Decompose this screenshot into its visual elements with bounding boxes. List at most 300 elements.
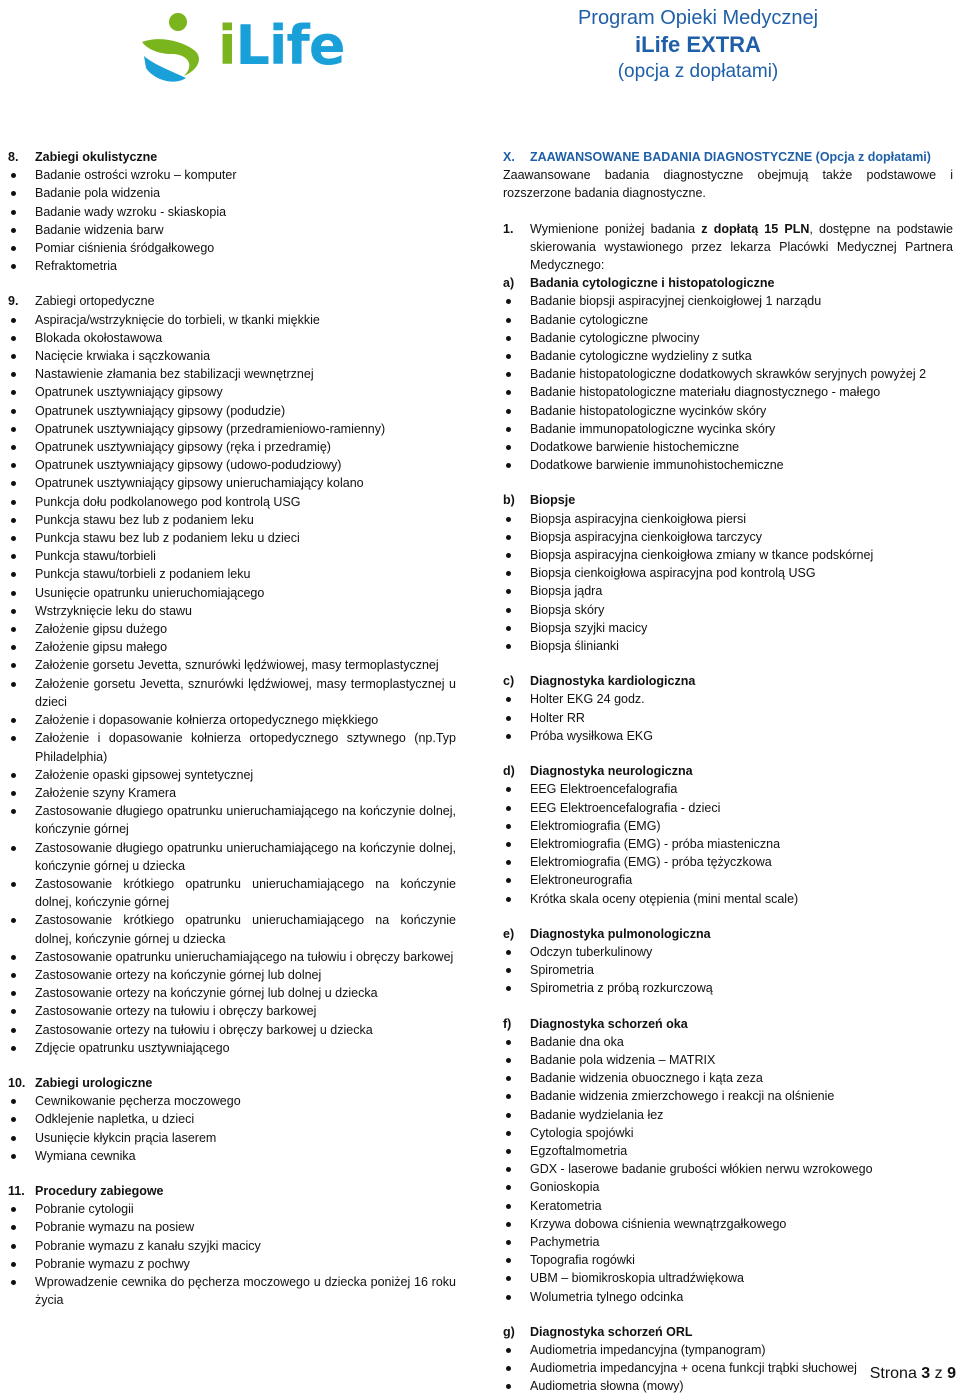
list-item xyxy=(503,1215,953,1233)
program-line2: iLife EXTRA xyxy=(635,32,761,57)
list-item-text: Elektroneurografia xyxy=(530,873,633,888)
program-line3: (opcja z dopłatami) xyxy=(617,61,779,82)
left-column xyxy=(8,148,456,1309)
list-item xyxy=(8,948,456,966)
page-footer: Strona 3 z 9 xyxy=(869,1365,956,1382)
list-item-text: Założenie i dopasowanie kołnierza ortopedycznego sztywnego (np.Typ Philadelphia) xyxy=(35,731,456,764)
list-item xyxy=(503,1051,953,1069)
list-item-text: Badanie ostrości wzroku – komputer xyxy=(35,168,237,183)
list-item-text: Próba wysiłkowa EKG xyxy=(530,728,653,743)
group-letter: d) xyxy=(503,764,515,779)
section-number: X. xyxy=(503,150,515,164)
right-column xyxy=(503,148,953,1396)
list-item-text: Biopsja aspiracyjna cienkoigłowa piersi xyxy=(530,511,747,526)
list-item-text: Zastosowanie krótkiego opatrunku unieruchamiającego na kończynie dolnej, kończynie górnej u dziecka xyxy=(35,913,456,946)
list-item xyxy=(503,564,953,582)
list-item-text: Opatrunek usztywniający gipsowy (ręka i przedramię) xyxy=(35,440,331,455)
list-item xyxy=(8,839,456,875)
bullet-icon xyxy=(8,602,35,620)
group-letter: f) xyxy=(503,1016,512,1031)
section-heading xyxy=(8,1074,456,1092)
bullet-icon xyxy=(8,911,35,947)
list-item xyxy=(503,871,953,889)
bullet-icon xyxy=(8,1255,35,1273)
bullet-icon xyxy=(8,221,35,239)
bullet-icon xyxy=(503,619,530,637)
list-item-text: Zastosowanie ortezy na kończynie górnej lub dolnej u dziecka xyxy=(35,986,378,1001)
list-item-text: Badanie wydzielania łez xyxy=(530,1107,664,1122)
bullet-icon xyxy=(8,257,35,275)
list-item-text: Punkcja stawu/torbieli xyxy=(35,549,156,564)
list-item-text: Biopsja szyjki macicy xyxy=(530,620,648,635)
bullet-icon xyxy=(8,311,35,329)
bullet-icon xyxy=(503,1160,530,1178)
list-item xyxy=(8,547,456,565)
list-item xyxy=(8,365,456,383)
list-item xyxy=(8,875,456,911)
bullet-icon xyxy=(8,1110,35,1128)
list-item-text: Założenie gorsetu Jevetta, sznurówki lędźwiowej, masy termoplastycznej xyxy=(35,658,439,673)
list-item xyxy=(8,966,456,984)
list-item-text: Badanie widzenia obuocznego i kąta zeza xyxy=(530,1071,763,1086)
bullet-icon xyxy=(503,510,530,528)
list-item-text: Audiometria słowna (mowy) xyxy=(530,1379,684,1394)
bullet-icon xyxy=(503,835,530,853)
list-item xyxy=(8,1273,456,1309)
list-item xyxy=(8,675,456,711)
bullet-icon xyxy=(8,438,35,456)
list-item-text: Odklejenie napletka, u dzieci xyxy=(35,1112,195,1127)
list-item-text: Elektromiografia (EMG) xyxy=(530,818,661,833)
list-item-text: Audiometria impedancyjna + ocena funkcji trąbki słuchowej xyxy=(530,1361,857,1376)
list-item xyxy=(8,1237,456,1255)
program-line1: Program Opieki Medycznej xyxy=(577,7,819,29)
list-item xyxy=(8,529,456,547)
list-item xyxy=(503,780,953,798)
bullet-icon xyxy=(503,1142,530,1160)
program-header xyxy=(548,6,848,84)
bullet-icon xyxy=(503,1215,530,1233)
list-item xyxy=(8,1218,456,1236)
bullet-icon xyxy=(8,802,35,838)
list-item xyxy=(503,365,953,383)
list-item xyxy=(503,1142,953,1160)
group-title: Diagnostyka schorzeń ORL xyxy=(530,1324,693,1339)
list-item xyxy=(8,493,456,511)
list-item xyxy=(8,729,456,765)
list-item xyxy=(503,853,953,871)
section-x-description: Zaawansowane badania diagnostyczne obejmują także podstawowe i rozszerzone badania diagnostyczne. xyxy=(503,168,953,201)
group-title: Biopsje xyxy=(530,493,576,508)
list-item-text: Pomiar ciśnienia śródgałkowego xyxy=(35,241,215,256)
list-item-text: Zastosowanie ortezy na tułowiu i obręczy barkowej u dziecka xyxy=(35,1022,373,1037)
group-list xyxy=(503,292,953,474)
list-item xyxy=(503,546,953,564)
bullet-icon xyxy=(8,420,35,438)
list-item-text: Dodatkowe barwienie immunohistochemiczne xyxy=(530,458,784,473)
bullet-icon xyxy=(8,784,35,802)
bullet-icon xyxy=(503,817,530,835)
list-item-text: Biopsja cienkoigłowa aspiracyjna pod kontrolą USG xyxy=(530,566,816,581)
list-item-text: Biopsja ślinianki xyxy=(530,639,619,654)
list-item xyxy=(8,347,456,365)
list-item-text: Badanie cytologiczne plwociny xyxy=(530,330,700,345)
list-item xyxy=(503,1197,953,1215)
logo-life: Life xyxy=(235,14,345,77)
bullet-icon xyxy=(503,601,530,619)
bullet-icon xyxy=(503,1124,530,1142)
list-item xyxy=(8,221,456,239)
group-letter: g) xyxy=(503,1324,515,1339)
list-item xyxy=(8,474,456,492)
section-heading xyxy=(8,292,456,310)
bullet-icon xyxy=(503,1341,530,1359)
bullet-icon xyxy=(503,690,530,708)
bullet-icon xyxy=(503,420,530,438)
list-item-text: Spirometria z próbą rozkurczową xyxy=(530,981,713,996)
list-item-text: Założenie szyny Kramera xyxy=(35,785,177,800)
bullet-icon xyxy=(503,1087,530,1105)
list-item xyxy=(8,203,456,221)
list-item-text: Nastawienie złamania bez stabilizacji wewnętrznej xyxy=(35,367,314,382)
bullet-icon xyxy=(8,638,35,656)
list-item-text: Zastosowanie krótkiego opatrunku unieruchamiającego na kończynie dolnej, kończynie górnej xyxy=(35,876,456,910)
bullet-icon xyxy=(8,493,35,511)
list-item-text: Badanie immunopatologiczne wycinka skóry xyxy=(530,421,776,436)
bullet-icon xyxy=(503,564,530,582)
list-item-text: UBM – biomikroskopia ultradźwiękowa xyxy=(530,1271,744,1286)
list-item-text: Holter EKG 24 godz. xyxy=(530,692,645,707)
list-item xyxy=(8,166,456,184)
section-number: 8. xyxy=(8,150,19,164)
bullet-icon xyxy=(8,766,35,784)
group-heading xyxy=(503,672,953,690)
group-heading xyxy=(503,1015,953,1033)
group-heading xyxy=(503,274,953,292)
bullet-icon xyxy=(503,890,530,908)
list-item-text: Punkcja stawu bez lub z podaniem leku xyxy=(35,512,254,527)
group-list xyxy=(503,780,953,907)
bullet-icon xyxy=(503,311,530,329)
list-item xyxy=(8,565,456,583)
group-list xyxy=(503,1033,953,1306)
group-title: Diagnostyka neurologiczna xyxy=(530,764,693,779)
bullet-icon xyxy=(8,1147,35,1165)
list-item xyxy=(8,620,456,638)
list-item-text: Zastosowanie ortezy na kończynie górnej lub dolnej xyxy=(35,967,322,982)
bullet-icon xyxy=(503,456,530,474)
section-heading xyxy=(8,1182,456,1200)
list-item-text: Topografia rogówki xyxy=(530,1253,635,1268)
list-item-text: GDX - laserowe badanie grubości włókien nerwu wzrokowego xyxy=(530,1162,873,1177)
list-item-text: Punkcja stawu bez lub z podaniem leku u dzieci xyxy=(35,531,300,546)
bullet-icon xyxy=(8,166,35,184)
list-item-text: Założenie gorsetu Jevetta, sznurówki lędźwiowej, masy termoplastycznej u dzieci xyxy=(35,676,456,709)
bullet-icon xyxy=(8,675,35,711)
bullet-icon xyxy=(503,292,530,310)
group-letter: b) xyxy=(503,493,515,508)
bullet-icon xyxy=(503,943,530,961)
list-item-text: Zastosowanie ortezy na tułowiu i obręczy barkowej xyxy=(35,1004,317,1019)
list-item xyxy=(503,383,953,401)
list-item-text: Badanie histopatologiczne materiału diagnostycznego - małego xyxy=(530,385,881,400)
list-item-text: Badanie cytologiczne xyxy=(530,312,649,327)
page-number: 3 xyxy=(921,1365,931,1382)
bullet-icon xyxy=(503,1178,530,1196)
section-list xyxy=(8,311,456,1057)
bullet-icon xyxy=(503,546,530,564)
list-item xyxy=(503,1341,953,1359)
list-item-text: Usunięcie opatrunku unieruchomiającego xyxy=(35,585,265,600)
list-item xyxy=(503,890,953,908)
list-item-text: Elektromiografia (EMG) - próba tężyczkowa xyxy=(530,855,772,870)
bullet-icon xyxy=(503,1197,530,1215)
list-item-text: Krzywa dobowa ciśnienia wewnątrzgałkowego xyxy=(530,1216,787,1231)
bullet-icon xyxy=(503,365,530,383)
list-item-text: Zdjęcie opatrunku usztywniającego xyxy=(35,1040,230,1055)
list-item xyxy=(8,184,456,202)
list-item-text: Badanie histopatologiczne wycinków skóry xyxy=(530,403,767,418)
list-item-text: Dodatkowe barwienie histochemiczne xyxy=(530,440,740,455)
list-item xyxy=(8,766,456,784)
section-title: Procedury zabiegowe xyxy=(35,1183,164,1198)
list-item xyxy=(8,1021,456,1039)
section-list xyxy=(8,166,456,275)
bullet-icon xyxy=(8,1002,35,1020)
paragraph-text: Wymienione poniżej badania xyxy=(530,221,702,236)
bullet-icon xyxy=(503,727,530,745)
list-item xyxy=(503,1178,953,1196)
list-item xyxy=(503,1124,953,1142)
list-item-text: Wprowadzenie cewnika do pęcherza moczowego u dziecka poniżej 16 roku życia xyxy=(35,1274,456,1308)
bullet-icon xyxy=(8,329,35,347)
list-item-text: Założenie i dopasowanie kołnierza ortopedycznego miękkiego xyxy=(35,713,379,728)
list-item-text: Nacięcie krwiaka i sączkowania xyxy=(35,349,211,364)
list-item-text: Zastosowanie długiego opatrunku unieruchamiającego na kończynie dolnej, kończynie górnej u dziecka xyxy=(35,840,456,873)
bullet-icon xyxy=(503,383,530,401)
list-item xyxy=(503,727,953,745)
list-item xyxy=(8,602,456,620)
bullet-icon xyxy=(503,1288,530,1306)
bullet-icon xyxy=(503,853,530,871)
bullet-icon xyxy=(8,875,35,911)
list-item-text: Usunięcie kłykcin prącia laserem xyxy=(35,1130,217,1145)
section-x-heading xyxy=(503,148,953,166)
list-item-text: Badanie biopsji aspiracyjnej cienkoigłowej 1 narządu xyxy=(530,294,822,309)
list-item-text: Założenie opaski gipsowej syntetycznej xyxy=(35,767,254,782)
section-list xyxy=(8,1092,456,1165)
list-item xyxy=(503,1087,953,1105)
list-item-text: Założenie gipsu dużego xyxy=(35,622,168,637)
section-title: Zabiegi ortopedyczne xyxy=(35,294,155,309)
list-item-text: Biopsja skóry xyxy=(530,602,605,617)
bullet-icon xyxy=(8,1237,35,1255)
list-item xyxy=(8,584,456,602)
list-item xyxy=(503,817,953,835)
list-item-text: Badanie widzenia zmierzchowego i reakcji na olśnienie xyxy=(530,1089,835,1104)
list-item-text: Egzoftalmometria xyxy=(530,1143,628,1158)
list-item-text: Badanie pola widzenia xyxy=(35,186,161,201)
list-item-text: Blokada okołostawowa xyxy=(35,330,163,345)
list-item-text: Pobranie wymazu na posiew xyxy=(35,1220,195,1235)
bullet-icon xyxy=(8,1218,35,1236)
list-item-text: Aspiracja/wstrzyknięcie do torbieli, w tkanki miękkie xyxy=(35,312,320,327)
list-item xyxy=(8,911,456,947)
list-item xyxy=(503,311,953,329)
section-heading xyxy=(8,148,456,166)
list-item xyxy=(8,456,456,474)
list-item-text: Opatrunek usztywniający gipsowy (podudzie) xyxy=(35,403,286,418)
list-item xyxy=(503,709,953,727)
bullet-icon xyxy=(8,239,35,257)
bullet-icon xyxy=(8,529,35,547)
list-item-text: Cytologia spojówki xyxy=(530,1125,634,1140)
bullet-icon xyxy=(8,547,35,565)
list-item-text: Holter RR xyxy=(530,710,585,725)
bullet-icon xyxy=(8,203,35,221)
list-item xyxy=(503,292,953,310)
bullet-icon xyxy=(8,1129,35,1147)
list-item-text: Odczyn tuberkulinowy xyxy=(530,944,653,959)
group-heading xyxy=(503,491,953,509)
bullet-icon xyxy=(8,347,35,365)
list-item-text: Badanie cytologiczne wydzieliny z sutka xyxy=(530,349,752,364)
list-item-text: Badanie dna oka xyxy=(530,1034,624,1049)
list-item xyxy=(503,835,953,853)
list-item-text: Badanie widzenia barw xyxy=(35,222,164,237)
section-number: 9. xyxy=(8,294,19,309)
section-title: ZAAWANSOWANE BADANIA DIAGNOSTYCZNE (Opcja z dopłatami) xyxy=(530,150,931,164)
section-number: 10. xyxy=(8,1075,26,1090)
list-item-text: Biopsja jądra xyxy=(530,584,603,599)
bullet-icon xyxy=(503,1069,530,1087)
list-item xyxy=(8,511,456,529)
bullet-icon xyxy=(8,711,35,729)
list-item xyxy=(503,1160,953,1178)
bullet-icon xyxy=(503,871,530,889)
bullet-icon xyxy=(8,839,35,875)
list-item xyxy=(503,619,953,637)
paragraph-bold: z dopłatą 15 PLN xyxy=(701,221,810,236)
group-letter: e) xyxy=(503,926,515,941)
list-item xyxy=(503,799,953,817)
list-item xyxy=(503,420,953,438)
bullet-icon xyxy=(8,1021,35,1039)
bullet-icon xyxy=(503,528,530,546)
list-item-text: Wstrzyknięcie leku do stawu xyxy=(35,603,193,618)
bullet-icon xyxy=(503,438,530,456)
list-item-text: Elektromiografia (EMG) - próba miasteniczna xyxy=(530,836,781,851)
list-item xyxy=(503,690,953,708)
list-item xyxy=(8,1039,456,1057)
list-item-text: Punkcja stawu/torbieli z podaniem leku xyxy=(35,567,251,582)
diagnostic-groups xyxy=(503,274,953,1395)
list-item-text: Opatrunek usztywniający gipsowy unieruchamiający kolano xyxy=(35,476,364,491)
list-item xyxy=(8,638,456,656)
bullet-icon xyxy=(503,709,530,727)
list-item xyxy=(8,1200,456,1218)
list-item-text: EEG Elektroencefalografia - dzieci xyxy=(530,800,721,815)
list-item xyxy=(503,1033,953,1051)
bullet-icon xyxy=(8,511,35,529)
group-list xyxy=(503,690,953,745)
bullet-icon xyxy=(8,383,35,401)
bullet-icon xyxy=(503,1051,530,1069)
list-item xyxy=(503,528,953,546)
list-item xyxy=(8,1255,456,1273)
section-title: Zabiegi urologiczne xyxy=(35,1075,153,1090)
bullet-icon xyxy=(503,637,530,655)
bullet-icon xyxy=(503,582,530,600)
list-item xyxy=(8,438,456,456)
list-item xyxy=(8,311,456,329)
bullet-icon xyxy=(8,365,35,383)
list-item xyxy=(8,784,456,802)
list-item-text: EEG Elektroencefalografia xyxy=(530,782,678,797)
list-item-text: Wymiana cewnika xyxy=(35,1148,136,1163)
bullet-icon xyxy=(503,1269,530,1287)
bullet-icon xyxy=(503,1251,530,1269)
bullet-icon xyxy=(8,729,35,765)
list-item-text: Pobranie wymazu z kanału szyjki macicy xyxy=(35,1238,261,1253)
bullet-icon xyxy=(503,329,530,347)
group-list xyxy=(503,510,953,656)
list-item-text: Pobranie wymazu z pochwy xyxy=(35,1256,190,1271)
list-item xyxy=(503,637,953,655)
list-item xyxy=(503,1269,953,1287)
list-item xyxy=(8,711,456,729)
list-item xyxy=(8,656,456,674)
bullet-icon xyxy=(8,1039,35,1057)
list-item xyxy=(8,1002,456,1020)
bullet-icon xyxy=(8,565,35,583)
group-heading xyxy=(503,762,953,780)
list-item xyxy=(503,1233,953,1251)
list-item xyxy=(8,1147,456,1165)
list-item-text: Założenie gipsu małego xyxy=(35,640,168,655)
list-item xyxy=(503,438,953,456)
list-item xyxy=(8,257,456,275)
list-item-text: Opatrunek usztywniający gipsowy (przedramieniowo-ramienny) xyxy=(35,421,386,436)
section-title: Zabiegi okulistyczne xyxy=(35,150,158,164)
list-item xyxy=(8,1129,456,1147)
list-item xyxy=(8,402,456,420)
list-item xyxy=(503,943,953,961)
list-item-text: Keratometria xyxy=(530,1198,602,1213)
list-item-text: Zastosowanie długiego opatrunku unieruchamiającego na kończynie dolnej, kończynie górnej xyxy=(35,804,456,837)
list-item-text: Biopsja aspiracyjna cienkoigłowa zmiany w tkance podskórnej xyxy=(530,548,874,563)
list-item-text: Pobranie cytologii xyxy=(35,1202,134,1217)
group-list xyxy=(503,943,953,998)
list-item xyxy=(503,456,953,474)
bullet-icon xyxy=(503,347,530,365)
list-item-text: Refraktometria xyxy=(35,259,117,274)
bullet-icon xyxy=(8,1273,35,1309)
paragraph-1 xyxy=(503,220,953,275)
list-item xyxy=(503,329,953,347)
bullet-icon xyxy=(503,402,530,420)
list-item xyxy=(503,347,953,365)
bullet-icon xyxy=(503,799,530,817)
list-item-text: Badanie wady wzroku - skiaskopia xyxy=(35,204,227,219)
list-item-text: Punkcja dołu podkolanowego pod kontrolą USG xyxy=(35,494,301,509)
bullet-icon xyxy=(8,184,35,202)
logo-wordmark xyxy=(218,14,345,77)
list-item xyxy=(503,582,953,600)
list-item xyxy=(8,984,456,1002)
list-item-text: Opatrunek usztywniający gipsowy (udowo-podudziowy) xyxy=(35,458,342,473)
list-item-text: Zastosowanie opatrunku unieruchamiającego na tułowiu i obręczy barkowej xyxy=(35,949,454,964)
